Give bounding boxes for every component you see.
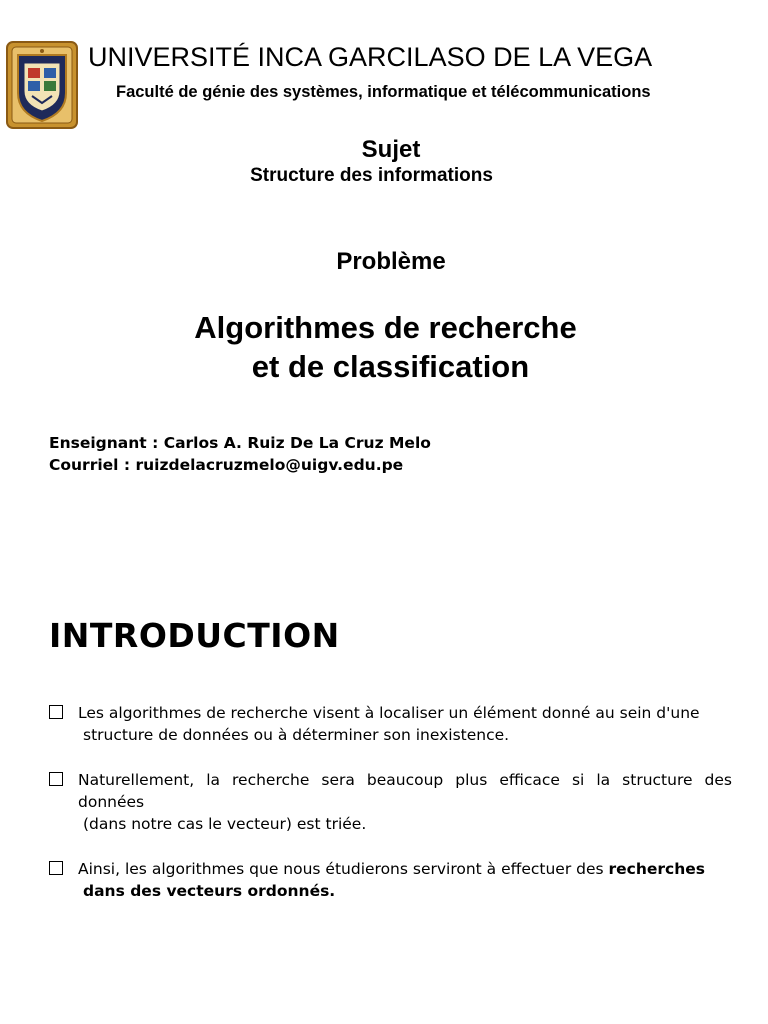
- list-item-bold-text: recherches: [608, 860, 705, 878]
- section-heading: INTRODUCTION: [49, 616, 340, 655]
- subject-value: Structure des informations: [250, 165, 493, 186]
- teacher-email: Courriel : ruizdelacruzmelo@uigv.edu.pe: [49, 456, 404, 474]
- list-item-text-line-2: structure de données ou à déterminer son inexistence.: [83, 726, 510, 744]
- list-item-text-line-1: Les algorithmes de recherche visent à localiser un élément donné au sein d'une: [78, 704, 700, 722]
- list-item-text-line-1: Naturellement, la recherche sera beaucoup plus efficace si la structure des données: [78, 771, 732, 811]
- university-name: UNIVERSITÉ INCA GARCILASO DE LA VEGA: [88, 42, 653, 72]
- document-title-line-1: Algorithmes de recherche: [194, 310, 577, 345]
- faculty-name: Faculté de génie des systèmes, informatique et télécommunications: [116, 83, 651, 101]
- checkbox-bullet-icon: [49, 861, 63, 875]
- list-item-bold-text-line-2: dans des vecteurs ordonnés.: [83, 882, 336, 900]
- checkbox-bullet-icon: [49, 705, 63, 719]
- subject-label: Sujet: [361, 136, 421, 163]
- list-item-text-line-1: Ainsi, les algorithmes que nous étudierons serviront à effectuer des: [78, 860, 609, 878]
- teacher-info: [49, 432, 431, 476]
- university-crest-icon: [6, 41, 78, 129]
- list-item: [48, 702, 732, 746]
- checkbox-bullet-icon: [49, 772, 63, 786]
- list-item: [48, 858, 732, 902]
- list-item-text-line-2: (dans notre cas le vecteur) est triée.: [83, 815, 367, 833]
- list-item: [48, 769, 732, 835]
- teacher-name: Enseignant : Carlos A. Ruiz De La Cruz Melo: [49, 434, 431, 452]
- problem-label: Problème: [336, 248, 446, 275]
- document-title-line-2: et de classification: [251, 349, 530, 384]
- bullet-list: [48, 702, 732, 925]
